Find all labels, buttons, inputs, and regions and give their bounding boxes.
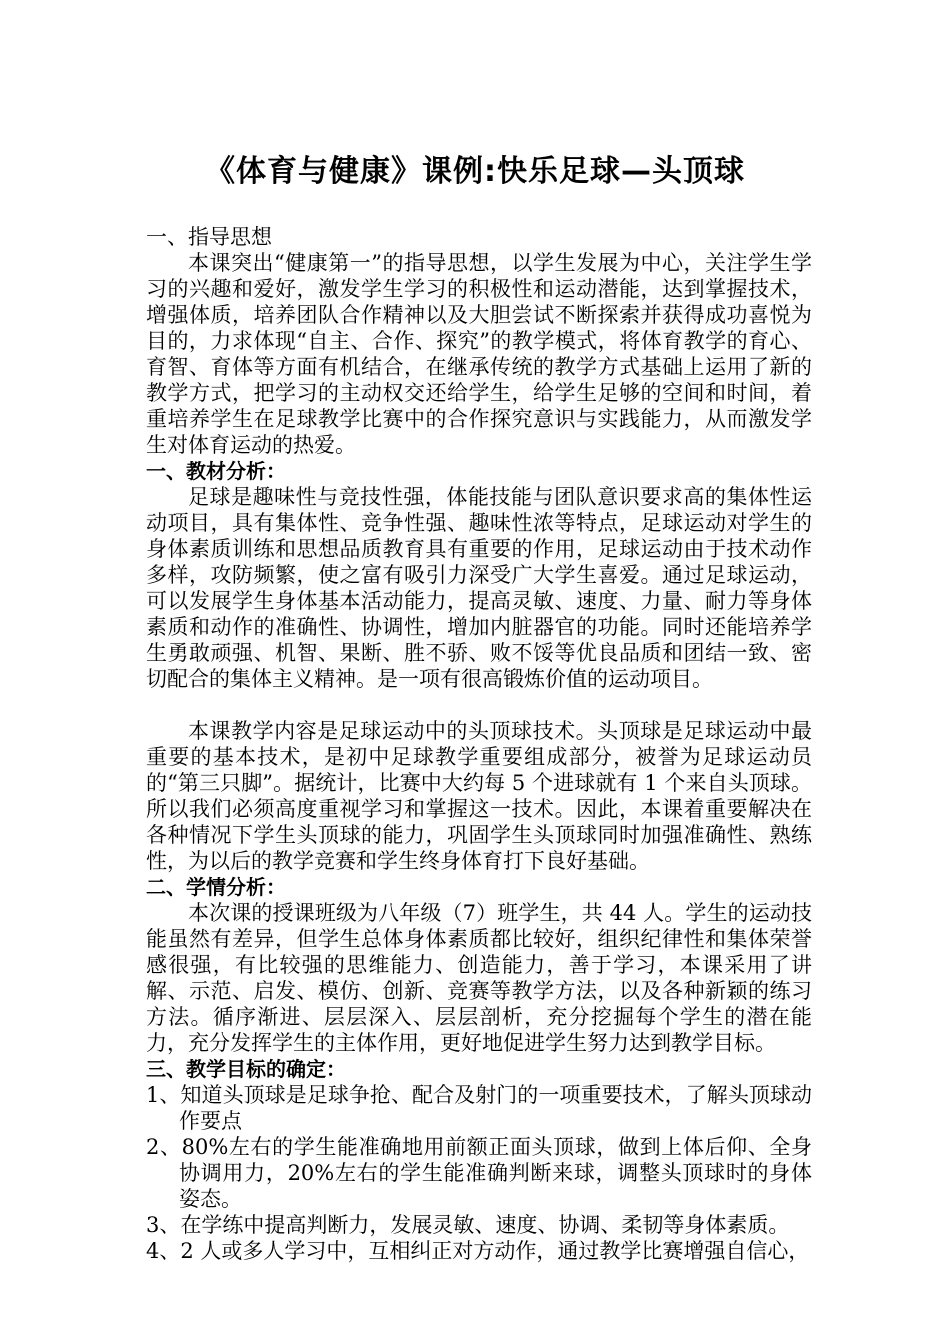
paragraph-materials-2: 本课教学内容是足球运动中的头顶球技术。头顶球是足球运动中最重要的基本技术，是初中足球教学重要组成部分，被誉为足球运动员的“第三只脚”。据统计，比赛中大约每 5 个进球就有 1 个来自头顶球。所以我们必须高度重视学习和掌握这一技术。因此，本课着重要解决在各种情况下学生头顶球的能力，巩固学生头顶球同时加强准确性、熟练性，为以后的教学竞赛和学生终身体育打下良好基础。 (146, 719, 812, 873)
paragraph-guiding: 本课突出“健康第一”的指导思想，以学生发展为中心，关注学生学习的兴趣和爱好，激发学生学习的积极性和运动潜能，达到掌握技术，增强体质，培养团队合作精神以及大胆尝试不断探索并获得成功喜悦为目的，力求体现“自主、合作、探究”的教学模式，将体育教学的育心、育智、育体等方面有机结合，在继承传统的教学方式基础上运用了新的教学方式，把学习的主动权交还给学生，给学生足够的空间和时间，着重培养学生在足球教学比赛中的合作探究意识与实践能力，从而激发学生对体育运动的热爱。 (146, 251, 812, 457)
goal-item-3: 3、在学练中提高判断力，发展灵敏、速度、协调、柔韧等身体素质。 (146, 1213, 790, 1237)
paragraph-students: 本次课的授课班级为八年级（7）班学生，共 44 人。学生的运动技能虽然有差异，但学生总体身体素质都比较好，组织纪律性和集体荣誉感很强，有比较强的思维能力、创造能力，善于学习，本课采用了讲解、示范、启发、模仿、创新、竞赛等教学方法，以及各种新颖的练习方法。循序渐进、层层深入、层层剖析，充分挖掘每个学生的潜在能力，充分发挥学生的主体作用，更好地促进学生努力达到教学目标。 (146, 901, 812, 1055)
goal-item-4: 4、2 人或多人学习中，互相纠正对方动作，通过教学比赛增强自信心， (146, 1239, 810, 1263)
section-heading-goals: 三、教学目标的确定： (146, 1057, 346, 1081)
page-title: 《体育与健康》课例:快乐足球—头顶球 (205, 154, 745, 189)
section-heading-students: 二、学情分析： (146, 875, 286, 899)
paragraph-materials-1: 足球是趣味性与竞技性强，体能技能与团队意识要求高的集体性运动项目，具有集体性、竞争性强、趣味性浓等特点，足球运动对学生的身体素质训练和思想品质教育具有重要的作用，足球运动由于技术动作多样，攻防频繁，使之富有吸引力深受广大学生喜爱。通过足球运动，可以发展学生身体基本活动能力，提高灵敏、速度、力量、耐力等身体素质和动作的准确性、协调性，增加内脏器官的功能。同时还能培养学生勇敢顽强、机智、果断、胜不骄、败不馁等优良品质和团结一致、密切配合的集体主义精神。是一项有很高锻炼价值的运动项目。 (146, 485, 812, 691)
goal-item-2: 2、80%左右的学生能准确地用前额正面头顶球，做到上体后仰、全身协调用力，20%左右的学生能准确判断来球，调整头顶球时的身体姿态。 (146, 1135, 812, 1211)
document-body (146, 224, 812, 1264)
section-heading-materials: 一、教材分析： (146, 459, 286, 483)
paragraph-spacer (146, 692, 812, 718)
goal-item-1: 1、知道头顶球是足球争抢、配合及射门的一项重要技术，了解头顶球动作要点 (146, 1083, 812, 1133)
section-heading-guiding: 一、指导思想 (146, 225, 272, 249)
